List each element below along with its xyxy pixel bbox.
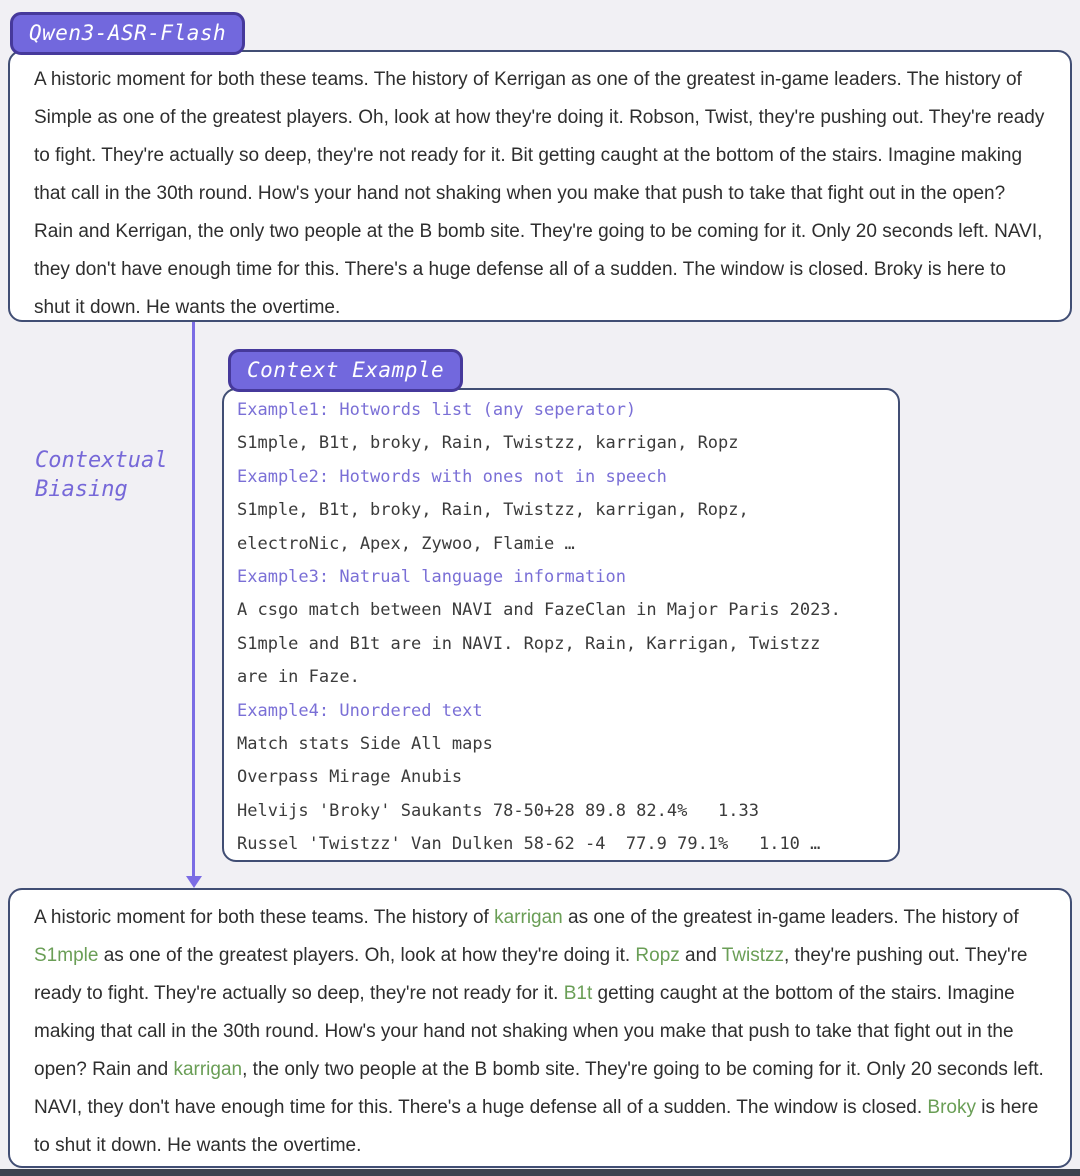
hotword-highlight: karrigan xyxy=(494,907,563,928)
transcript-segment: , they're pushing out. They're ready to fight. They're actually so deep, they're not ready for it. xyxy=(34,945,1028,1004)
transcript-segment: is here to shut it down. He wants the overtime. xyxy=(34,1097,1039,1156)
example-heading: Example4: Unordered text xyxy=(237,700,483,721)
example-heading: Example3: Natrual language information xyxy=(237,567,626,588)
hotword-highlight: Ropz xyxy=(635,945,680,966)
context-example-lines xyxy=(237,394,890,862)
example-heading: Example2: Hotwords with ones not in speech xyxy=(237,466,667,487)
hotword-highlight: karrigan xyxy=(173,1059,243,1080)
asr-output-panel xyxy=(8,50,1072,322)
contextual-biasing-label-line2: Biasing xyxy=(35,477,128,502)
biased-transcript-text xyxy=(34,899,1046,1165)
context-example-badge: Context Example xyxy=(228,349,463,392)
example-content-line: electroNic, Apex, Zywoo, Flamie … xyxy=(237,533,575,554)
example-content-line: Overpass Mirage Anubis xyxy=(237,767,463,788)
example-content-line: are in Faze. xyxy=(237,667,360,688)
hotword-highlight: Twistzz xyxy=(721,945,784,966)
example-content-line: Helvijs 'Broky' Saukants 78-50+28 89.8 82.4% 1.33 xyxy=(237,800,759,821)
transcript-segment: as one of the greatest players. Oh, look at how they're doing it. xyxy=(98,945,636,966)
asr-transcript-text: A historic moment for both these teams. The history of Kerrigan as one of the greatest in-game leaders. The history of Simple as one of the greatest players. Oh, look at how they're doing it. Robson, Twist, they're pushing out. They're ready to fight. They're actually so deep, they're not ready for it. Bit getting caught at the bottom of the stairs. Imagine making that call in the 30th round. How's your hand not shaking when you make that push to take that fight out in the open? Rain and Kerrigan, the only two people at the B bomb site. They're going to be coming for it. Only 20 seconds left. NAVI, they don't have enough time for this. There's a huge defense all of a sudden. The window is closed. Broky is here to shut it down. He wants the overtime. xyxy=(34,69,1045,318)
flow-arrow-line xyxy=(192,322,195,878)
example-heading: Example1: Hotwords list (any seperator) xyxy=(237,400,637,420)
hotword-highlight: B1t xyxy=(563,983,593,1004)
transcript-segment: as one of the greatest in-game leaders. The history of xyxy=(562,907,1019,928)
contextual-biasing-label xyxy=(35,446,167,504)
example-content-line: S1mple and B1t are in NAVI. Ropz, Rain, Karrigan, Twistzz xyxy=(237,633,821,654)
example-content-line: Russel 'Twistzz' Van Dulken 58-62 -4 77.9 79.1% 1.10 … xyxy=(237,834,821,855)
model-name-badge: Qwen3-ASR-Flash xyxy=(10,12,245,55)
transcript-segment: A historic moment for both these teams. The history of xyxy=(34,907,495,928)
hotword-highlight: Broky xyxy=(927,1097,976,1118)
example-content-line: Match stats Side All maps xyxy=(237,734,493,755)
example-content-line: S1mple, B1t, broky, Rain, Twistzz, karrigan, Ropz, xyxy=(237,500,749,521)
arrow-down-icon xyxy=(186,876,202,888)
biased-output-panel xyxy=(8,888,1072,1168)
hotword-highlight: S1mple xyxy=(34,945,99,966)
transcript-segment: , the only two people at the B bomb site. They're going to be coming for it. Only 20 seconds left. NAVI, they don't have enough time for this. There's a huge defense all of a sudden. The window is closed. xyxy=(34,1059,1044,1118)
context-example-panel xyxy=(222,388,900,862)
example-content-line: S1mple, B1t, broky, Rain, Twistzz, karrigan, Ropz xyxy=(237,433,739,454)
transcript-segment: and xyxy=(679,945,722,966)
example-content-line: A csgo match between NAVI and FazeClan in Major Paris 2023. xyxy=(237,600,841,621)
screenshot-bottom-edge-bar xyxy=(0,1169,1080,1176)
contextual-biasing-label-line1: Contextual xyxy=(35,448,168,473)
transcript-segment: getting caught at the bottom of the stairs. Imagine making that call in the 30th round. How's your hand not shaking when you make that push to take that fight out in the open? Rain and xyxy=(34,983,1015,1080)
